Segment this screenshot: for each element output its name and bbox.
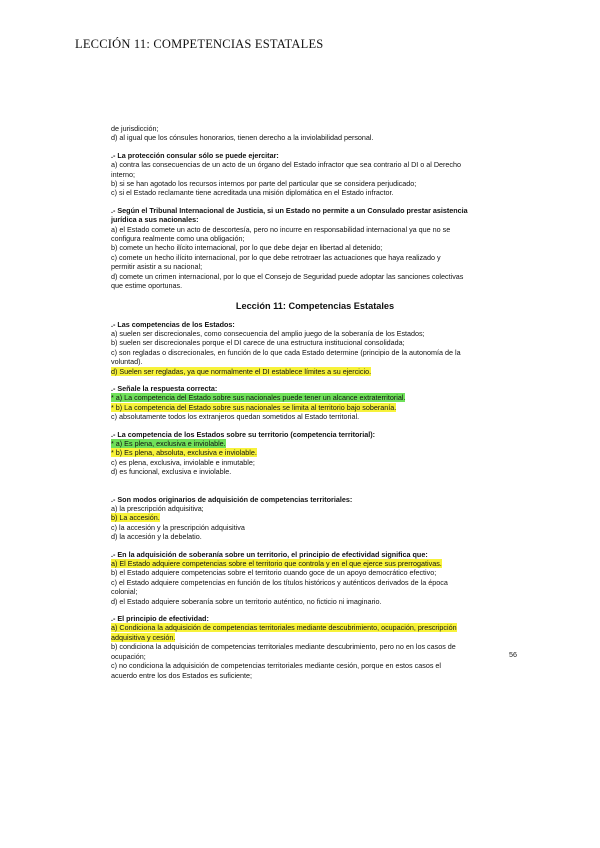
answer-option: interno;: [111, 169, 135, 179]
question-title: .- El principio de efectividad:: [111, 614, 209, 624]
highlighted-answer: * b) Es plena, absoluta, exclusiva e inviolable.: [111, 448, 257, 458]
highlighted-answer: a) El Estado adquiere competencias sobre el territorio que controla y en el que ejerce sus prerrogativas.: [111, 559, 442, 569]
highlighted-answer: d) Suelen ser regladas, ya que normalmente el DI establece límites a su ejercicio.: [111, 366, 372, 376]
answer-option: c) comete un hecho ilícito internacional, por lo que debe retrotraer las actuaciones que haya realizado y: [111, 252, 441, 262]
answer-option: configura realmente como una obligación;: [111, 234, 245, 244]
answer-option: c) el Estado adquiere competencias en función de los títulos históricos y auténticos derivados de la época: [111, 577, 448, 587]
answer-option: b) suelen ser discrecionales porque el DI carece de una estructura institucional consolidada;: [111, 338, 405, 348]
answer-option: permitir asistir a su nacional;: [111, 262, 203, 272]
question-title: .- En la adquisición de soberanía sobre un territorio, el principio de efectividad significa que:: [111, 549, 428, 559]
question-title: jurídica a sus nacionales:: [111, 215, 199, 225]
document-body: [111, 124, 519, 680]
answer-option: voluntad).: [111, 357, 143, 367]
highlighted-answer: * a) La competencia del Estado sobre sus nacionales puede tener un alcance extraterritorial.: [111, 393, 406, 403]
answer-option: que estime oportunas.: [111, 281, 183, 291]
question-title: .- Las competencias de los Estados:: [111, 319, 235, 329]
highlighted-answer: * a) Es plena, exclusiva e inviolable.: [111, 438, 226, 448]
question-title: .- Según el Tribunal Internacional de Justicia, si un Estado no permite a un Consulado prestar asistencia: [111, 205, 468, 215]
text-line: d) al igual que los cónsules honorarios, tienen derecho a la inviolabilidad personal.: [111, 133, 374, 143]
section-title: Lección 11: Competencias Estatales: [235, 300, 395, 311]
answer-option: b) si se han agotado los recursos internos por parte del particular que se considera perjudicado;: [111, 179, 417, 189]
answer-option: d) comete un crimen internacional, por lo que el Consejo de Seguridad puede adoptar las sanciones colectivas: [111, 271, 464, 281]
text-line: de jurisdicción;: [111, 124, 159, 133]
answer-option: c) la accesión y la prescripción adquisitiva: [111, 522, 245, 532]
page-number: 56: [509, 650, 517, 659]
answer-option: colonial;: [111, 587, 138, 597]
answer-option: c) son regladas o discrecionales, en función de lo que cada Estado determine (principio de la autonomía de la: [111, 347, 461, 357]
answer-option: d) es funcional, exclusiva e inviolable.: [111, 467, 232, 477]
answer-option: c) absolutamente todos los extranjeros quedan sometidos al Estado territorial.: [111, 412, 360, 422]
answer-option: d) la accesión y la debelatio.: [111, 532, 202, 542]
question-title: .- Son modos originarios de adquisición de competencias territoriales:: [111, 494, 353, 504]
highlighted-answer: adquisitiva y cesión.: [111, 632, 176, 642]
page-header-title: LECCIÓN 11: COMPETENCIAS ESTATALES: [75, 37, 324, 51]
answer-option: d) el Estado adquiere soberanía sobre un territorio auténtico, no ficticio ni imaginario.: [111, 596, 382, 606]
answer-option: c) si el Estado reclamante tiene acreditada una misión diplomática en el Estado infractor.: [111, 188, 394, 198]
highlighted-answer: b) La accesión.: [111, 513, 160, 523]
answer-option: b) comete un hecho ilícito internacional, por lo que debe dejar en libertad al detenido;: [111, 243, 383, 253]
answer-option: acuerdo entre los dos Estados es suficiente;: [111, 670, 253, 680]
answer-option: a) contra las consecuencias de un acto de un órgano del Estado infractor que sea contrario al DI o al Derecho: [111, 160, 462, 170]
answer-option: ocupación;: [111, 651, 146, 661]
answer-option: b) el Estado adquiere competencias sobre el territorio cuando goce de un apoyo democrático efectivo;: [111, 568, 437, 578]
question-title: .- Señale la respuesta correcta:: [111, 383, 218, 393]
answer-option: c) no condiciona la adquisición de competencias territoriales mediante cesión, porque en estos casos el: [111, 661, 442, 671]
highlighted-answer: * b) La competencia del Estado sobre sus nacionales se limita al territorio bajo soberanía.: [111, 402, 397, 412]
question-title: .- La protección consular sólo se puede ejercitar:: [111, 150, 279, 160]
highlighted-answer: a) Condiciona la adquisición de competencias territoriales mediante descubrimiento, ocupación, prescripción: [111, 623, 457, 633]
answer-option: a) suelen ser discrecionales, como consecuencia del amplio juego de la soberanía de los Estados;: [111, 328, 425, 338]
answer-option: a) el Estado comete un acto de descortesía, pero no incurre en responsabilidad internacional ya que no se: [111, 224, 451, 234]
answer-option: c) es plena, exclusiva, inviolable e inmutable;: [111, 457, 255, 467]
answer-option: b) condiciona la adquisición de competencias territoriales mediante descubrimiento, pero no en los casos de: [111, 642, 456, 652]
question-title: .- La competencia de los Estados sobre su territorio (competencia territorial):: [111, 429, 376, 439]
answer-option: a) la prescripción adquisitiva;: [111, 504, 204, 513]
